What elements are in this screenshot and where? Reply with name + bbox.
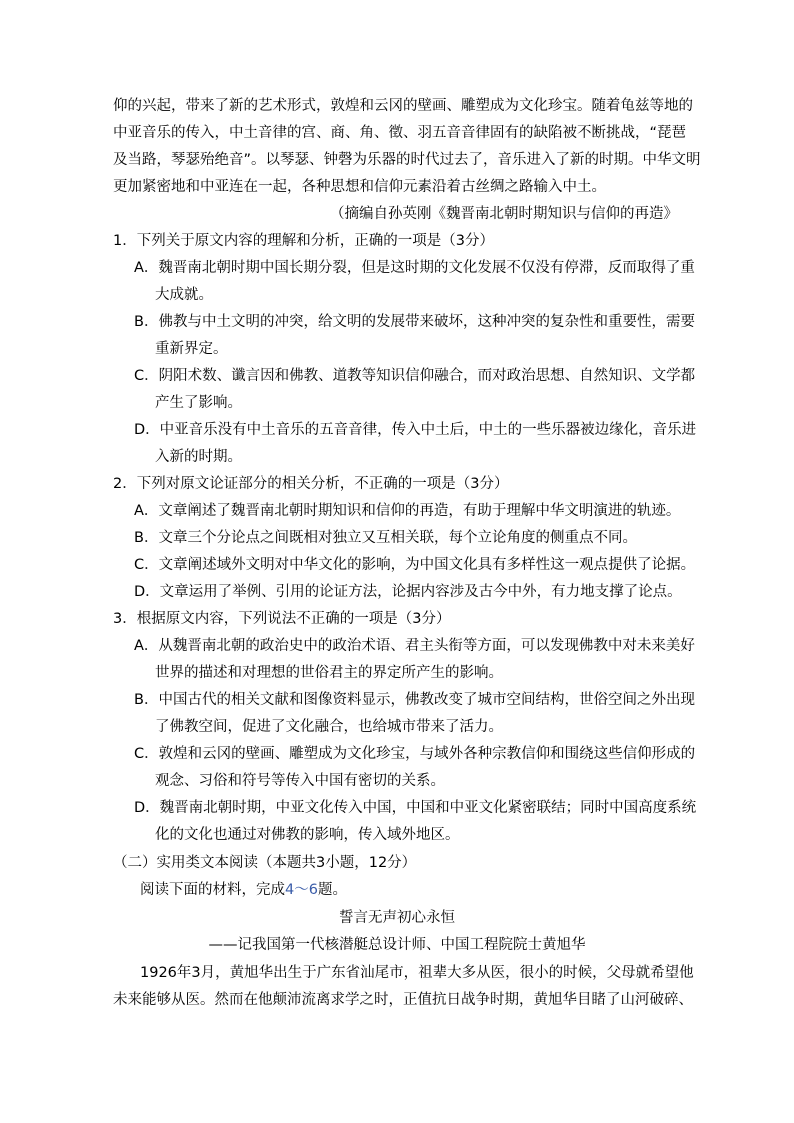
q1-option-c-cont: 产生了影响。 xyxy=(155,395,242,411)
q1-option-d-cont: 入新的时期。 xyxy=(155,449,242,465)
instruction-suffix: 题。 xyxy=(317,882,347,898)
q2-option-c: C．文章阐述域外文明对中华文化的影响，为中国文化具有多样性这一观点提供了论据。 xyxy=(134,557,696,573)
q1-option-a: A．魏晋南北朝时期中国长期分裂，但是这时期的文化发展不仅没有停滞，反而取得了重 xyxy=(134,260,695,276)
q3-option-c-cont: 观念、习俗和符号等传入中国有密切的关系。 xyxy=(155,773,445,789)
q2-option-a: A．文章阐述了魏晋南北朝时期知识和信仰的再造，有助于理解中华文明演进的轨迹。 xyxy=(134,503,681,519)
section-2-heading: （二）实用类文本阅读（本题共3小题，12分） xyxy=(113,855,417,871)
q1-option-a-cont: 大成就。 xyxy=(155,287,213,303)
q2-option-d: D．文章运用了举例、引用的论证方法，论据内容涉及古今中外，有力地支撑了论点。 xyxy=(134,584,682,600)
q3-option-b: B．中国古代的相关文献和图像资料显示，佛教改变了城市空间结构，世俗空间之外出现 xyxy=(134,692,695,708)
q3-option-a-cont: 世界的描述和对理想的世俗君主的界定所产生的影响。 xyxy=(155,665,503,681)
article-subtitle: ——记我国第一代核潜艇总设计师、中国工程院院士黄旭华 xyxy=(208,937,586,953)
q2-option-b: B．文章三个分论点之间既相对独立又互相关联，每个立论角度的侧重点不同。 xyxy=(134,530,637,546)
intro-line-4: 更加紧密地和中亚连在一起，各种思想和信仰元素沿着古丝绸之路输入中土。 xyxy=(113,179,606,195)
question-1-stem: 1．下列关于原文内容的理解和分析，正确的一项是（3分） xyxy=(113,233,494,249)
instruction-text: 阅读下面的材料，完成 xyxy=(140,882,285,898)
q1-option-c: C．阴阳术数、谶言因和佛教、道教等知识信仰融合，而对政治思想、自然知识、文学都 xyxy=(134,368,696,384)
q3-option-d: D．魏晋南北朝时期，中亚文化传入中国，中国和中亚文化紧密联结；同时中国高度系统 xyxy=(134,800,697,816)
article-paragraph-line-2: 未来能够从医。然而在他颠沛流离求学之时，正值抗日战争时期，黄旭华目睹了山河破碎、 xyxy=(113,992,693,1008)
q3-option-a: A．从魏晋南北朝的政治史中的政治术语、君主头衔等方面，可以发现佛教中对未来美好 xyxy=(134,638,695,654)
question-range: 4～6 xyxy=(285,882,318,898)
intro-line-1: 仰的兴起，带来了新的艺术形式，敦煌和云冈的壁画、雕塑成为文化珍宝。随着龟兹等地的 xyxy=(113,98,693,114)
q3-option-d-cont: 化的文化也通过对佛教的影响，传入域外地区。 xyxy=(155,827,460,843)
question-3-stem: 3．根据原文内容，下列说法不正确的一项是（3分） xyxy=(113,611,451,627)
section-2-instruction xyxy=(140,880,347,900)
source-citation: （摘编自孙英刚《魏晋南北朝时期知识与信仰的再造》 xyxy=(330,206,678,222)
intro-line-3: 及当路，琴瑟殆绝音”。以琴瑟、钟磬为乐器的时代过去了，音乐进入了新的时期。中华文明 xyxy=(113,152,701,168)
q3-option-b-cont: 了佛教空间，促进了文化融合，也给城市带来了活力。 xyxy=(155,719,503,735)
article-paragraph-line-1: 1926年3月，黄旭华出生于广东省汕尾市，祖辈大多从医，很小的时候，父母就希望他 xyxy=(140,965,694,981)
q1-option-d: D．中亚音乐没有中土音乐的五音音律，传入中土后，中土的一些乐器被边缘化，音乐进 xyxy=(134,422,697,438)
q1-option-b-cont: 重新界定。 xyxy=(155,341,228,357)
question-2-stem: 2．下列对原文论证部分的相关分析，不正确的一项是（3分） xyxy=(113,476,509,492)
intro-line-2: 中亚音乐的传入，中土音律的宫、商、角、徵、羽五音音律固有的缺陷被不断挑战，“琵琶 xyxy=(113,125,687,141)
q3-option-c: C．敦煌和云冈的壁画、雕塑成为文化珍宝，与域外各种宗教信仰和围绕这些信仰形成的 xyxy=(134,746,696,762)
q1-option-b: B．佛教与中土文明的冲突，给文明的发展带来破坏，这种冲突的复杂性和重要性，需要 xyxy=(134,314,695,330)
article-title: 誓言无声初心永恒 xyxy=(339,910,455,926)
